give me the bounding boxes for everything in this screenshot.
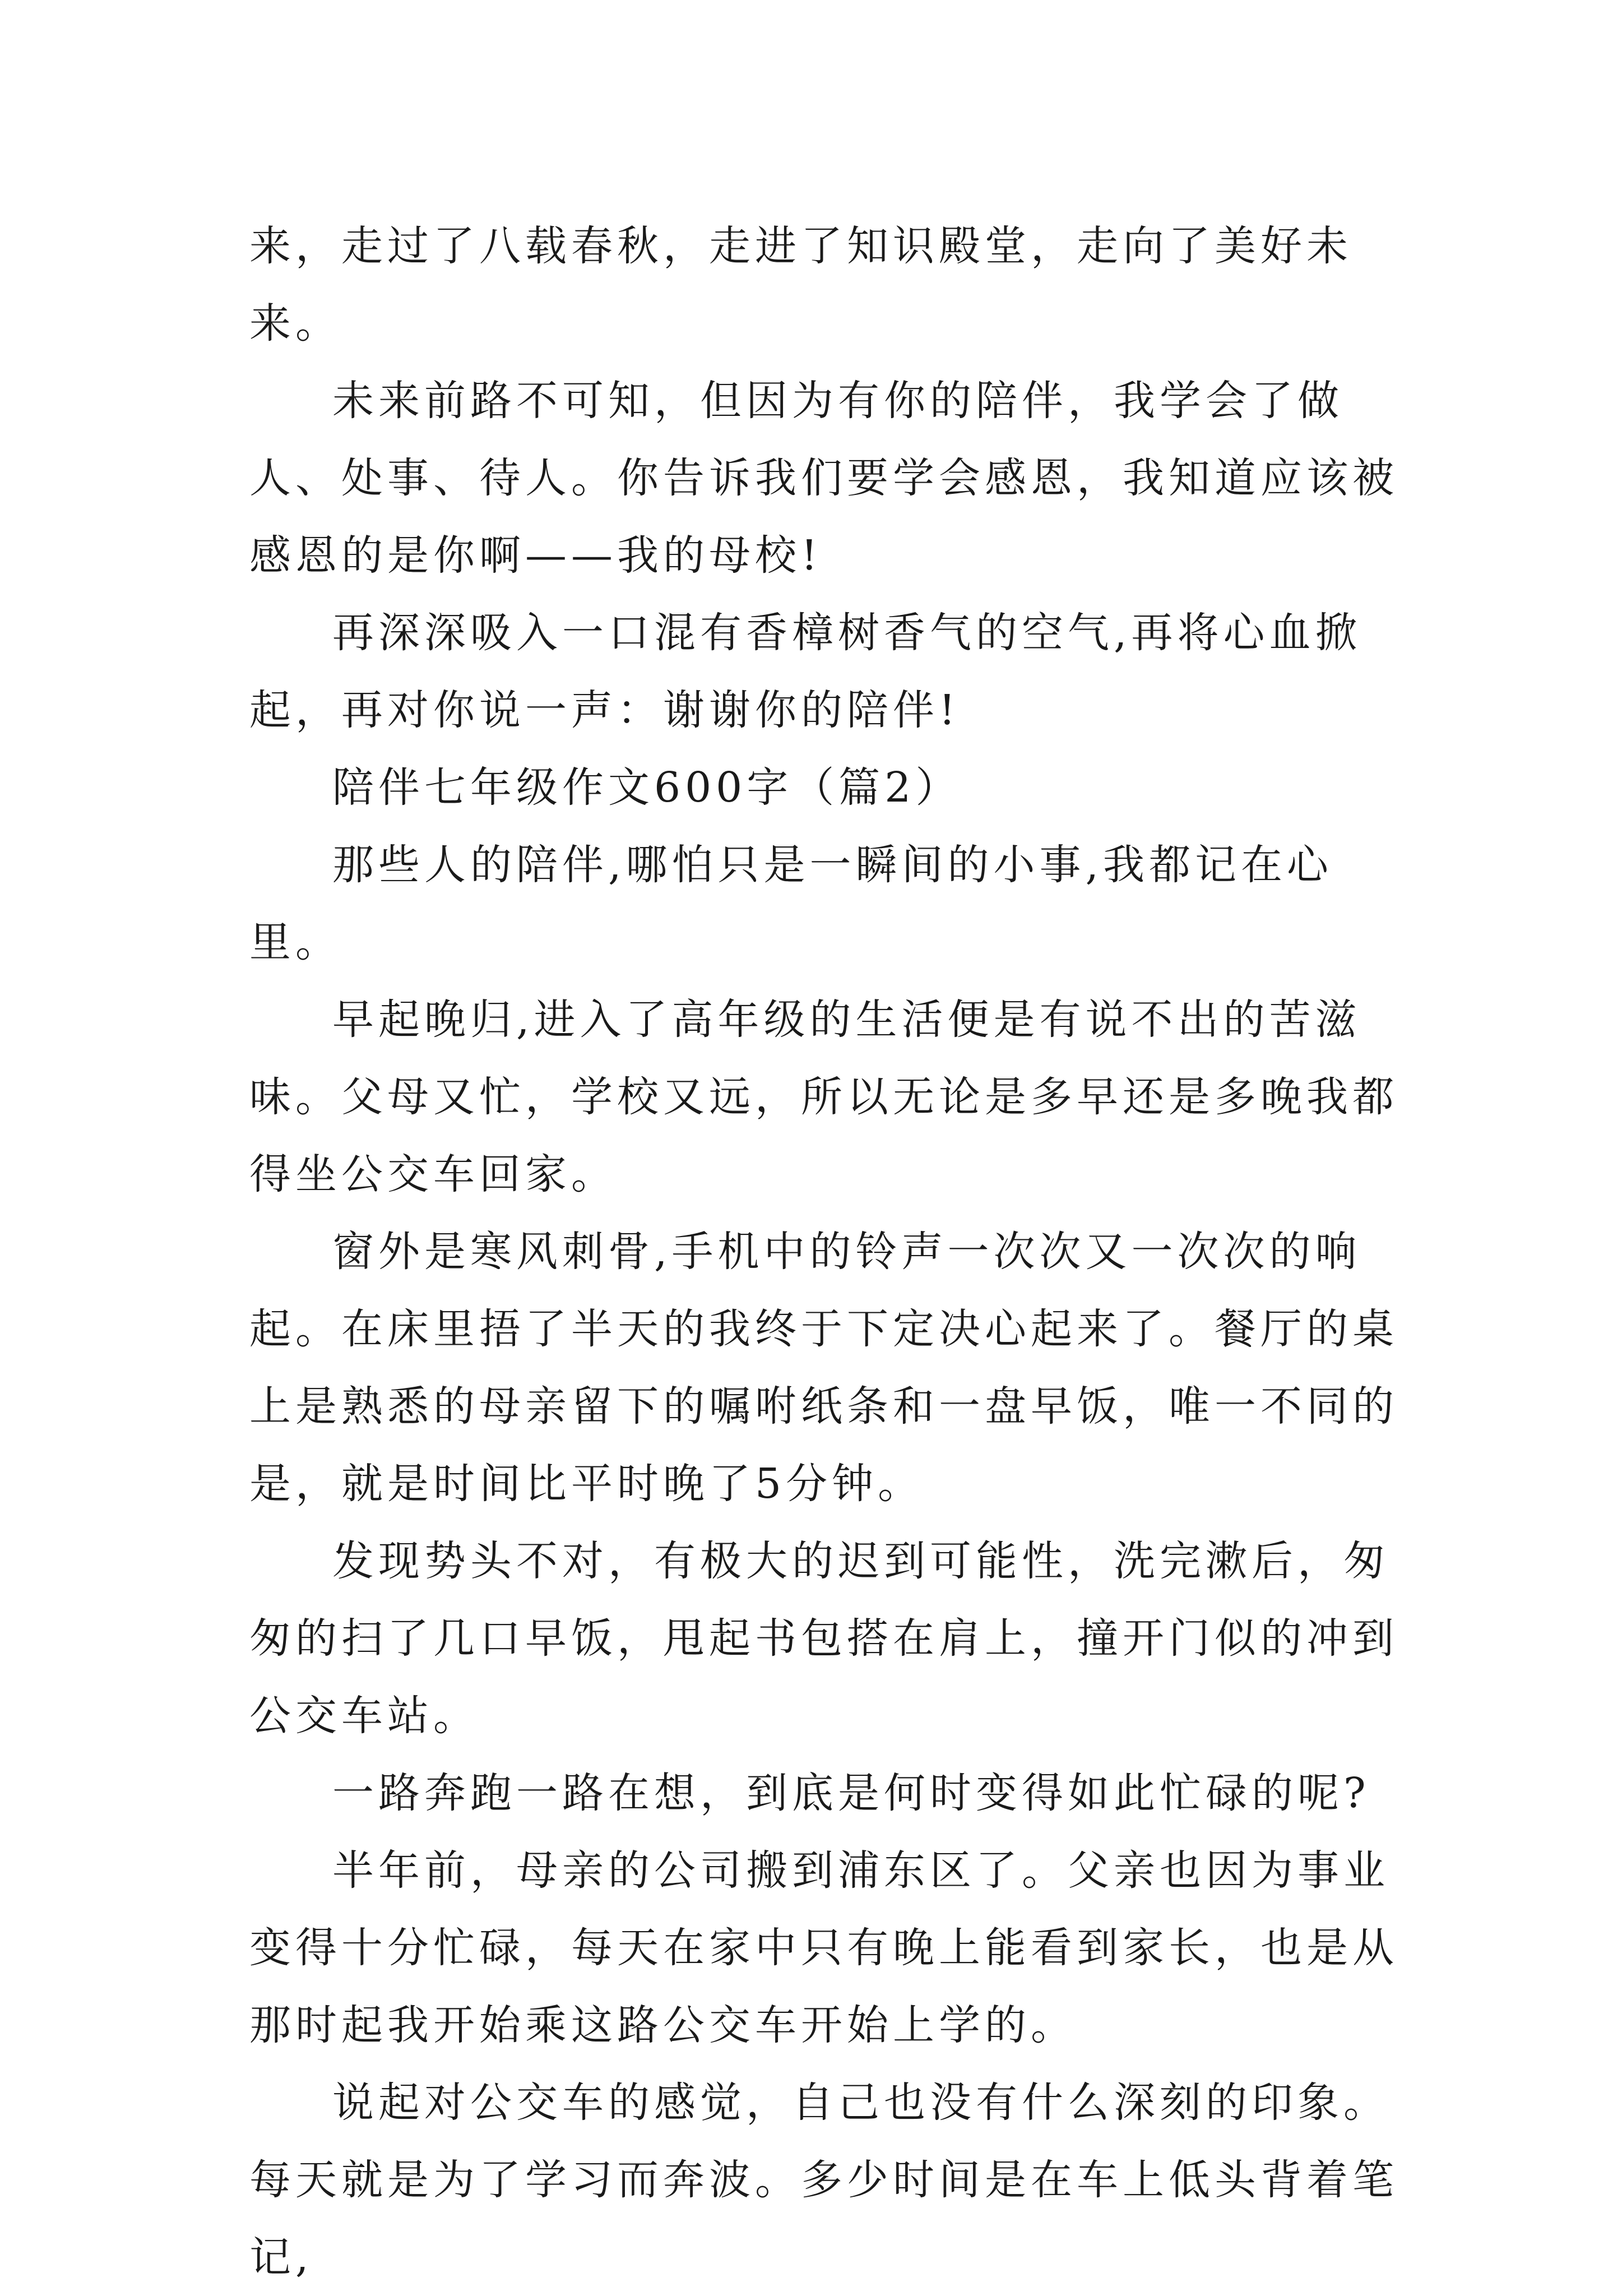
paragraph: 窗外是寒风刺骨,手机中的铃声一次次又一次次的响起。在床里捂了半天的我终于下定决心起来了。餐厅的桌上是熟悉的母亲留下的嘱咐纸条和一盘早饭，唯一不同的是，就是时间比平时晚了5分钟。 — [249, 1228, 1398, 1508]
paragraph: 早起晚归,进入了高年级的生活便是有说不出的苦滋味。父母又忙，学校又远，所以无论是多早还是多晚我都得坐公交车回家。 — [249, 996, 1398, 1198]
paragraph: 来，走过了八载春秋，走进了知识殿堂，走向了美好未来。 — [249, 222, 1352, 348]
paragraph: 说起对公交车的感觉，自己也没有什么深刻的印象。每天就是为了学习而奔波。多少时间是在车上低头背着笔记, — [249, 2079, 1398, 2281]
paragraph: 未来前路不可知，但因为有你的陪伴，我学会了做人、处事、待人。你告诉我们要学会感恩，我知道应该被感恩的是你啊——我的母校! — [249, 377, 1398, 580]
paragraph: 再深深吸入一口混有香樟树香气的空气,再将心血掀起，再对你说一声：谢谢你的陪伴! — [249, 609, 1361, 734]
paragraph: 那些人的陪伴,哪怕只是一瞬间的小事,我都记在心里。 — [249, 841, 1333, 966]
paragraph: 一路奔跑一路在想，到底是何时变得如此忙碌的呢? — [332, 1769, 1370, 1817]
document-body — [249, 207, 1398, 2296]
paragraph: 半年前，母亲的公司搬到浦东区了。父亲也因为事业变得十分忙碌，每天在家中只有晚上能看到家长，也是从那时起我开始乘这路公交车开始上学的。 — [249, 1846, 1398, 2049]
paragraph: 发现势头不对，有极大的迟到可能性，洗完漱后，匆匆的扫了几口早饭，甩起书包搭在肩上，撞开门似的冲到公交车站。 — [249, 1537, 1398, 1740]
section-heading: 陪伴七年级作文600字（篇2） — [332, 763, 962, 812]
